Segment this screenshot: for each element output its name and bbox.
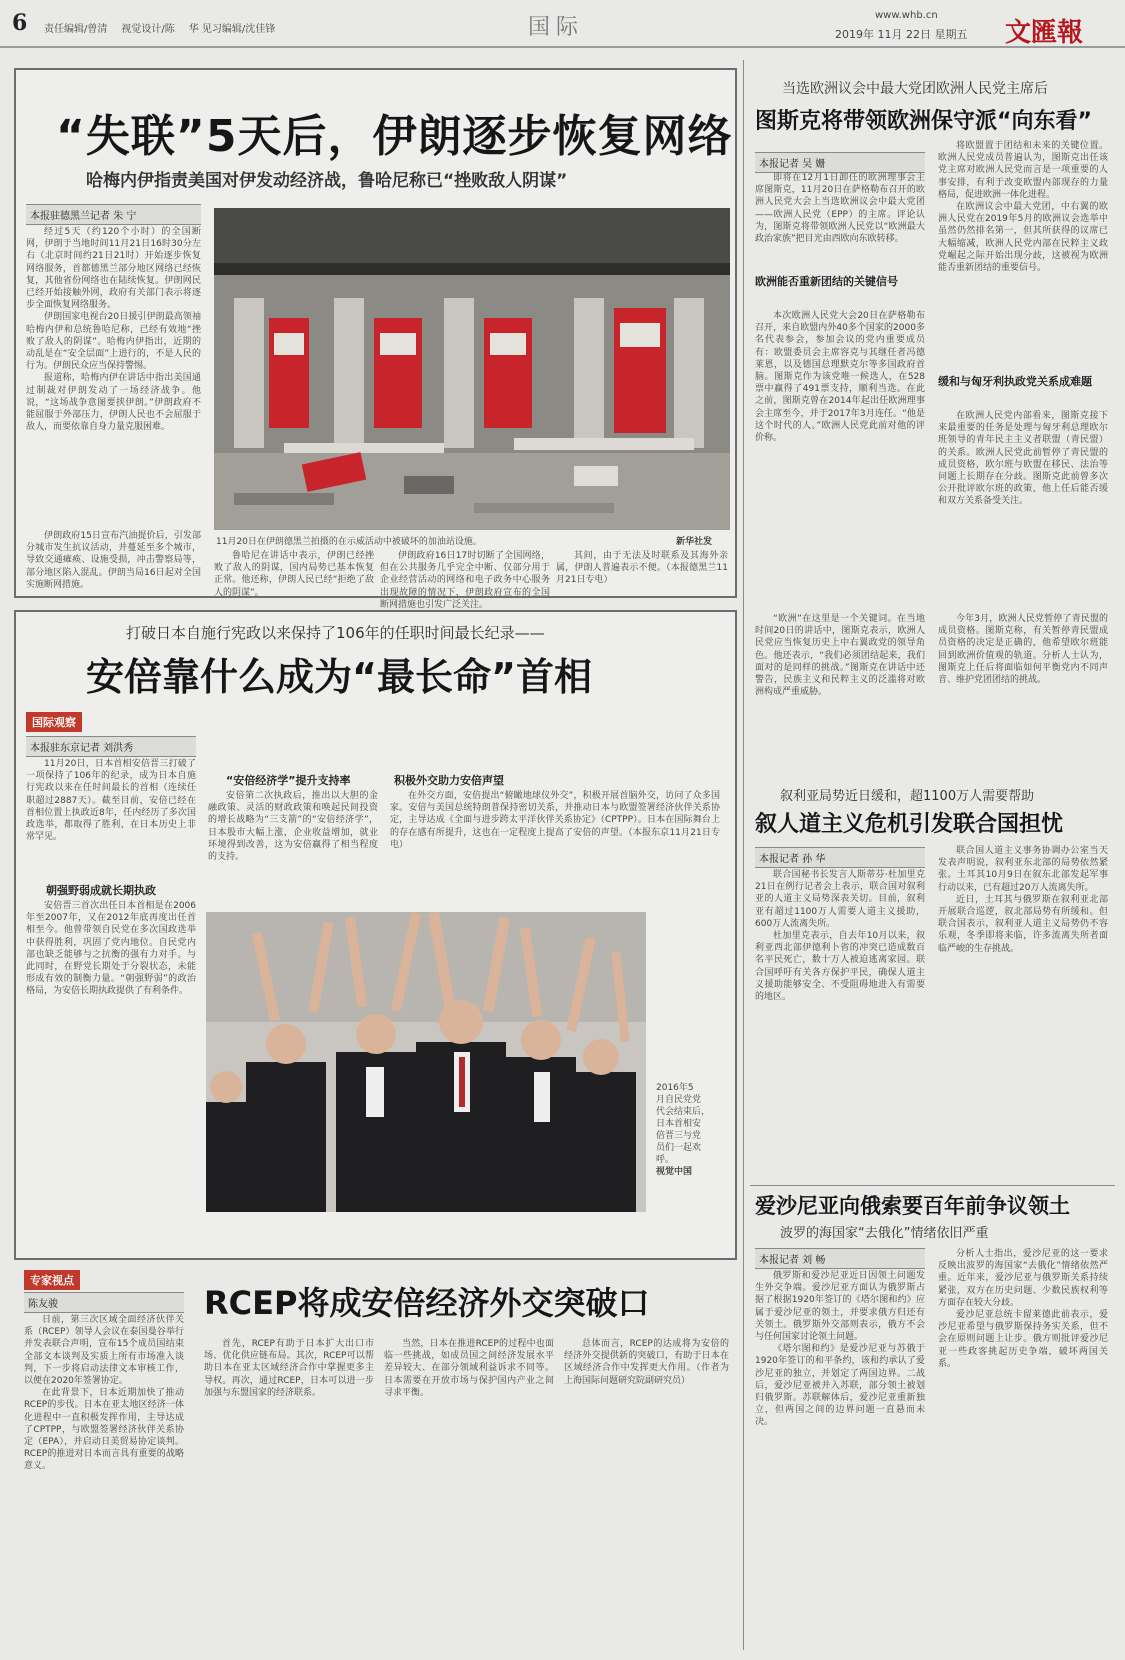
abe-byline: 本报驻东京记者 刘洪秀	[26, 736, 196, 757]
issue-date: 2019年 11月 22日 星期五	[835, 28, 968, 41]
paragraph: 在此背景下，日本近期加快了推动RCEP的步伐。日本在亚太地区经济一体化进程中一直积极发挥作用，主导达成了CPTPP，与欧盟签署经济伙伴关系协定（EPA），并启动日美贸易协定谈判。RCEP的推进对日本而言具有重要的战略意义。	[24, 1388, 184, 1472]
iran-body-col-3	[380, 550, 550, 610]
editor-credit: 责任编辑/曾清	[44, 24, 108, 35]
paragraph: 当然，日本在推进RCEP的过程中也面临一些挑战，如成员国之间经济发展水平差异较大、在部分领域利益诉求不同等。日本需要在开放市场与保护国内产业之间寻求平衡。	[384, 1339, 554, 1398]
iran-photo-credit: 新华社发	[676, 537, 713, 547]
paragraph: 爱沙尼亚总统卡留莱德此前表示，爱沙尼亚希望与俄罗斯保持务实关系，但不会在原则问题上让步。俄方则批评爱沙尼亚一些政客挑起历史争端，破坏两国关系。	[938, 1310, 1108, 1369]
rcep-byline: 陈友骏	[24, 1292, 184, 1313]
paragraph: 即将在12月1日卸任的欧洲理事会主席图斯克，11月20日在萨格勒布召开的欧洲人民党大会上当选欧洲议会中最大党团——欧洲人民党（EPP）的主席。评论认为，图斯克将带领欧洲人民党以“欧洲最大政治家族”把目光由西欧向东欧转移。	[755, 173, 925, 245]
eu-byline: 本报记者 吴 姗	[755, 152, 925, 173]
paragraph: 今年3月，欧洲人民党暂停了青民盟的成员资格。图斯克称，有关暂停青民盟成员资格的决定是正确的，他希望欧尔班能回到欧洲价值观的轨道。分析人士认为，图斯克上任后将面临如何平衡党内不同声音、维护党团团结的挑战。	[938, 614, 1108, 686]
iran-headline: “失联”5天后，伊朗逐步恢复网络	[56, 111, 733, 162]
abe-section-head-2: “安倍经济学”提升支持率	[226, 774, 351, 787]
eu-body-col-2b	[938, 410, 1108, 610]
iran-body-col-1b	[26, 530, 201, 590]
abe-headline: 安倍靠什么成为“最长命”首相	[86, 655, 592, 699]
paragraph: 11月20日，日本首相安倍晋三打破了一项保持了106年的纪录，成为日本自施行宪政以来在任时间最长的首相（连续任职超过2887天）。截至目前，安倍已经在首相位置上执政近8年，任内经历了多次国政选举，都取得了胜利，在日本历史上非常罕见。	[26, 759, 196, 843]
eu-body-col-1c	[755, 613, 925, 773]
paragraph: 《塔尔图和约》是爱沙尼亚与苏俄于1920年签订的和平条约，该和约承认了爱沙尼亚的独立，并划定了两国边界。二战后，爱沙尼亚被并入苏联，部分领土被划归俄罗斯。苏联解体后，爱沙尼亚重新独立，但两国之间的边界问题一直悬而未决。	[755, 1344, 925, 1428]
paragraph: 在欧洲议会中最大党团，中右翼的欧洲人民党在2019年5月的欧洲议会选举中虽然仍然排名第一，但其所获得的议席已大幅缩减，欧洲人民党内部在民粹主义政党崛起之际开始出现分歧，这被视为欧洲能否重新团结的重要信号。	[938, 202, 1108, 274]
editor-credit: 华 见习编辑/沈佳锋	[188, 24, 276, 35]
paragraph: 首先，RCEP有助于日本扩大出口市场、优化供应链布局。其次，RCEP可以帮助日本在亚太区域经济合作中掌握更多主导权。再次，通过RCEP，日本可以进一步加强与东盟国家的经济联系。	[204, 1339, 374, 1398]
iran-body-col-1	[26, 226, 201, 528]
rcep-body-col-3	[384, 1338, 554, 1643]
abe-article	[14, 610, 737, 1260]
rcep-body-col-1	[24, 1314, 184, 1644]
paragraph: 在外交方面，安倍提出“俯瞰地球仪外交”，积极开展首脑外交，访问了众多国家。安倍与美国总统特朗普保持密切关系，并推动日本与欧盟签署经济伙伴关系协定，主导达成《全面与进步跨太平洋伙伴关系协定》（CPTPP）。日本在国际舞台上的存在感有所提升，这也在一定程度上提高了安倍的声望。（本报东京11月21日专电）	[390, 791, 720, 850]
gas-station-illustration	[214, 208, 730, 530]
syria-body-col-2	[938, 845, 1108, 1170]
abe-tag: 国际观察	[26, 712, 82, 732]
paragraph: 伊朗国家电视台20日援引伊朗最高领袖哈梅内伊和总统鲁哈尼称，已经有效地“挫败了敌人的阴谋”。哈梅内伊指出，近期的动乱是在“安全层面”上进行的，不是人民的行为。伊朗民众应当保持警惕。	[26, 312, 201, 372]
rcep-tag: 专家视点	[24, 1270, 80, 1290]
caption-line: 呼。	[656, 1155, 675, 1165]
paragraph: 日前，第三次区域全面经济伙伴关系（RCEP）领导人会议在泰国曼谷举行并发表联合声明，宣布15个成员国结束全部文本谈判及实质上所有市场准入谈判，下一步将启动法律文本审核工作，以便在2020年签署协定。	[24, 1315, 184, 1387]
iran-byline: 本报驻德黑兰记者 朱 宁	[26, 204, 201, 225]
estonia-headline: 爱沙尼亚向俄索要百年前争议领土	[755, 1194, 1070, 1218]
eu-body-col-2	[938, 140, 1108, 370]
abe-body-col-3	[390, 790, 720, 910]
eu-body-col-1b	[755, 310, 925, 610]
rcep-article	[14, 1268, 737, 1653]
abe-photo-caption	[656, 1082, 730, 1178]
estonia-subhead: 波罗的海国家“去俄化”情绪依旧严重	[780, 1226, 989, 1241]
rcep-body-col-2	[204, 1338, 374, 1643]
syria-headline: 叙人道主义危机引发联合国担忧	[755, 812, 1064, 837]
caption-line: 日本首相安	[656, 1119, 702, 1129]
eu-kicker: 当选欧洲议会中最大党团欧洲人民党主席后	[782, 81, 1048, 97]
paragraph: 杜加里克表示，自去年10月以来，叙利亚西北部伊德利卜省的冲突已造成数百名平民死亡，数十万人被迫逃离家园。联合国呼吁有关各方保护平民，确保人道主义援助能够安全、不受阻碍地进入有需要的地区。	[755, 931, 925, 1003]
section-divider	[750, 1185, 1115, 1186]
paragraph: 伊朗政府16日17时切断了全国网络，但在公共服务几乎完全中断、仅部分用于企业经营活动的网络和电子政务中心服务出现故障的情况下，伊朗政府宣布的全国断网措施也引发广泛关注。	[380, 551, 550, 610]
syria-byline: 本报记者 孙 华	[755, 847, 925, 868]
paragraph: 联合国秘书长发言人斯蒂芬·杜加里克21日在例行记者会上表示，联合国对叙利亚的人道主义局势深表关切。目前，叙利亚有超过1100万人需要人道主义援助，600万人流离失所。	[755, 870, 925, 929]
paragraph: “欧洲”在这里是一个关键词。在当地时间20日的讲话中，图斯克表示，欧洲人民党应当恢复历史上中右翼政党的领导角色。他还表示，“我们必须团结起来，我们面对的是同样的挑战。”图斯克在讲话中还警告，民族主义和民粹主义的泛滥将对欧洲构成严重威胁。	[755, 614, 925, 698]
abe-cheering-illustration	[206, 912, 646, 1212]
editor-credits	[44, 20, 275, 35]
eu-article	[750, 60, 1120, 780]
paragraph: 俄罗斯和爱沙尼亚近日因领土问题发生外交争端。爱沙尼亚方面认为俄罗斯占据了根据1920年签订的《塔尔图和约》应属于爱沙尼亚的领土，并要求俄方归还有关领土。俄罗斯外交部则表示，俄方不会与任何国家讨论领土问题。	[755, 1271, 925, 1343]
eu-body-col-2c	[938, 613, 1108, 773]
paragraph: 在欧洲人民党内部看来，图斯克接下来最重要的任务是处理与匈牙利总理欧尔班领导的青年民主主义者联盟（青民盟）的关系。欧洲人民党此前暂停了青民盟的成员资格，欧尔班与欧盟在移民、法治等问题上长期存在分歧。图斯克此前曾多次公开批评欧尔班的政策，他上任后能否缓和双方关系备受关注。	[938, 411, 1108, 507]
abe-section-head-3: 积极外交助力安倍声望	[394, 774, 504, 787]
paragraph: 分析人士指出，爱沙尼亚的这一要求反映出波罗的海国家“去俄化”情绪依然严重。近年来，爱沙尼亚与俄罗斯关系持续紧张，双方在历史问题、少数民族权利等方面存在较大分歧。	[938, 1249, 1108, 1308]
iran-photo-caption: 11月20日在伊朗德黑兰拍摄的在示威活动中被破坏的加油站设施。	[216, 537, 482, 547]
masthead-logo: 文匯報	[1005, 18, 1084, 48]
eu-section-head-1: 欧洲能否重新团结的关键信号	[755, 275, 898, 288]
paragraph: 近日，土耳其与俄罗斯在叙利亚北部开展联合巡逻，叙北部局势有所缓和。但联合国表示，叙利亚人道主义局势仍不容乐观，冬季即将来临，许多流离失所者面临严峻的生存挑战。	[938, 894, 1108, 954]
eu-section-head-2: 缓和与匈牙利执政党关系成难题	[938, 375, 1092, 388]
rcep-headline: RCEP将成安倍经济外交突破口	[204, 1284, 650, 1322]
eu-body-col-1	[755, 172, 925, 270]
estonia-body-col-2	[938, 1248, 1108, 1650]
paragraph: 总体而言，RCEP的达成将为安倍的经济外交提供新的突破口，有助于日本在区域经济合作中发挥更大作用。（作者为上海国际问题研究院副研究员）	[564, 1339, 729, 1386]
iran-photo	[214, 208, 730, 530]
paragraph: 经过5天（约120个小时）的全国断网，伊朗于当地时间11月21日16时30分左右（北京时间约21日21时）开始逐步恢复网络服务，首都德黑兰部分地区网络已经恢复，其他省份网络也在陆续恢复。伊朗网民已经开始接触外网，政府有关部门表示将逐步全面恢复网络服务。	[26, 227, 201, 311]
iran-body-col-4	[556, 550, 728, 592]
caption-line: 倍晋三与党	[656, 1131, 702, 1141]
estonia-body-col-1	[755, 1270, 925, 1650]
caption-credit: 视觉中国	[656, 1167, 693, 1177]
paragraph: 安倍晋三首次出任日本首相是在2006年至2007年，又在2012年底再度出任首相至今。他曾带领自民党在多次国政选举中获得胜利，巩固了党内地位。自民党内部也缺乏能够与之抗衡的强有力对手。与此同时，在野党长期处于分裂状态，未能形成有效的制衡力量。“朝强野弱”的政治格局，为安倍长期执政提供了有利条件。	[26, 901, 196, 997]
syria-body-col-1	[755, 869, 925, 1169]
rcep-body-col-4	[564, 1338, 729, 1643]
paragraph: 其间，由于无法及时联系及其海外亲属，伊朗人普遍表示不便。（本报德黑兰11月21日专电）	[556, 551, 728, 586]
paragraph: 本次欧洲人民党大会20日在萨格勒布召开，来自欧盟内外40多个国家的2000多名代表参会，参加会议的党内重要成员有：欧盟委员会主席容克与其继任者冯德莱恩，以及德国总理默克尔等多国政府首脑。图斯克作为该党唯一候选人，在528票中赢得了491票支持，顺利当选。在此之前，图斯克曾在2014年起出任欧洲理事会主席至今，并于2017年3月连任。“他是这个时代的人。”欧洲人民党此前对他的评价称。	[755, 311, 925, 444]
abe-section-head-1: 朝强野弱成就长期执政	[46, 884, 156, 897]
page-header	[0, 0, 1125, 48]
caption-line: 代会结束后，	[656, 1107, 711, 1117]
caption-line: 月自民党党	[656, 1095, 702, 1105]
paragraph: 伊朗政府15日宣布汽油提价后，引发部分城市发生抗议活动，并蔓延至多个城市，导致交通瘫痪、设施受损，冲击警察局等，部分地区陷入混乱。伊朗当局16日起对全国实施断网措施。	[26, 531, 201, 590]
syria-kicker: 叙利亚局势近日缓和，超1100万人需要帮助	[780, 789, 1035, 804]
abe-body-col-1b	[26, 900, 196, 1250]
abe-kicker: 打破日本自施行宪政以来保持了106年的任职时间最长纪录——	[126, 624, 545, 642]
page-number: 6	[12, 10, 28, 36]
eu-headline: 图斯克将带领欧洲保守派“向东看”	[755, 109, 1092, 134]
paragraph: 联合国人道主义事务协调办公室当天发表声明说，叙利亚东北部的局势依然紧张。土耳其10月9日在叙东北部发起军事行动以来，已有超过20万人流离失所。	[938, 846, 1108, 893]
syria-article	[750, 785, 1120, 1185]
iran-article	[14, 68, 737, 610]
iran-subhead: 哈梅内伊指责美国对伊发动经济战，鲁哈尼称已“挫败敌人阴谋”	[86, 171, 568, 191]
editor-credit: 视觉设计/陈	[121, 24, 175, 35]
caption-line: 员们一起欢	[656, 1143, 702, 1153]
iran-body-col-2	[214, 550, 374, 598]
section-title: 国际	[528, 15, 585, 40]
estonia-byline: 本报记者 刘 畅	[755, 1248, 925, 1269]
paragraph: 安倍第二次执政后，推出以大胆的金融政策、灵活的财政政策和唤起民间投资的增长战略为“三支箭”的“安倍经济学”，日本股市大幅上涨，企业收益增加，就业环境得到改善，这为安倍赢得了相当程度的支持。	[208, 791, 378, 863]
paragraph: 报道称，哈梅内伊在讲话中指出美国通过制裁对伊朗发动了一场经济战争。他说，“这场战争意图要挟伊朗。”伊朗政府不能屈服于外部压力，伊朗人民也不会屈服于敌人，而要依靠自身力量克服困难。	[26, 373, 201, 433]
caption-line: 2016年5	[656, 1083, 694, 1093]
column-divider	[743, 60, 744, 1650]
paragraph: 鲁哈尼在讲话中表示，伊朗已经挫败了敌人的阴谋，国内局势已基本恢复正常。他还称，伊朗人民已经“拒绝了敌人的阴谋”。	[214, 551, 374, 598]
abe-photo	[206, 912, 646, 1212]
abe-body-col-1	[26, 758, 196, 878]
estonia-article	[750, 1190, 1120, 1655]
abe-body-col-2	[208, 790, 378, 910]
site-url: www.whb.cn	[875, 10, 938, 21]
paragraph: 将欧盟置于团结和未来的关键位置。欧洲人民党成员普遍认为，图斯克出任该党主席对欧洲人民党而言是一项重要的人事安排，有利于改变欧盟内部现存的力量格局，促进欧洲一体化进程。	[938, 141, 1108, 200]
